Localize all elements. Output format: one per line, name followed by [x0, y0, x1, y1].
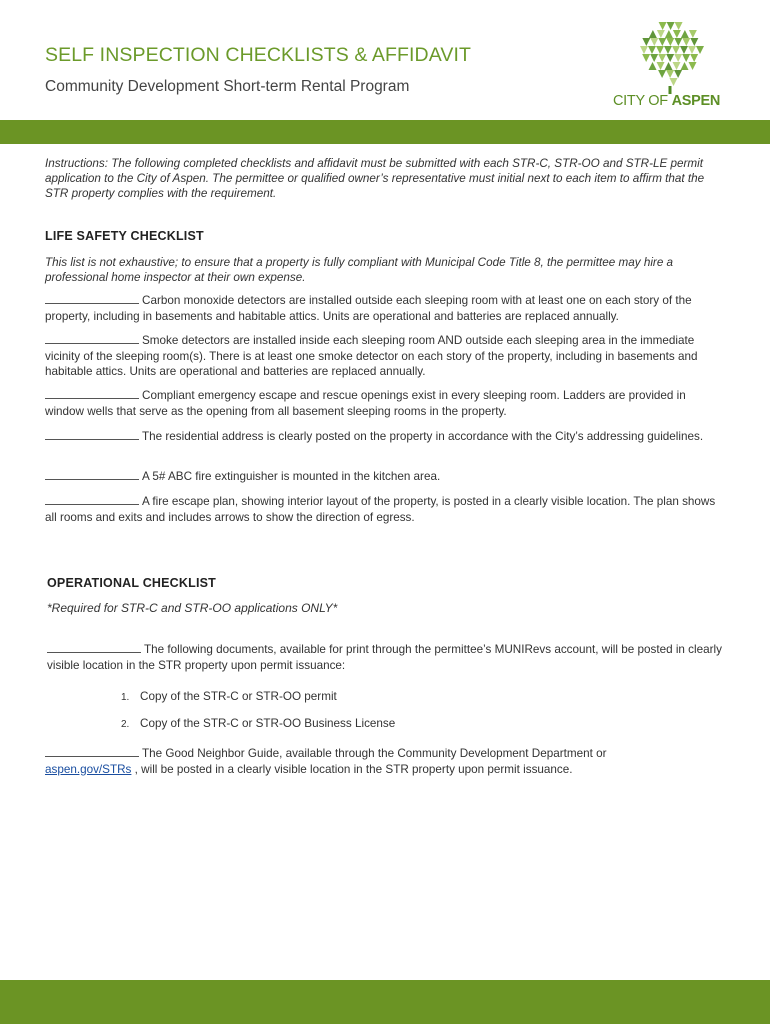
item-text: Smoke detectors are installed inside each sleeping room AND outside each sleeping area in the immediate vicinity of the sleeping room(s). There is at least one smoke detector on each story of the property, including in basements and habitable attics. Units are operational and batteries are replaced annually. — [45, 334, 698, 378]
initial-blank[interactable] — [45, 494, 139, 505]
subitem-text: Copy of the STR-C or STR-OO permit — [140, 690, 337, 703]
page-title: SELF INSPECTION CHECKLISTS & AFFIDAVIT — [45, 44, 472, 66]
operational-item-1 — [47, 642, 727, 673]
life-safety-item-5 — [45, 469, 725, 485]
aspen-str-link[interactable]: aspen.gov/STRs — [45, 762, 132, 776]
operational-subitem-2 — [121, 717, 395, 730]
life-safety-item-1 — [45, 293, 725, 324]
logo-text-aspen: ASPEN — [671, 93, 721, 109]
operational-item-2 — [45, 746, 725, 777]
logo-text — [613, 93, 720, 109]
initial-blank[interactable] — [45, 293, 139, 304]
logo-text-city: CITY OF — [613, 93, 672, 109]
item-text: Compliant emergency escape and rescue openings exist in every sleeping room. Ladders are provided in window wells that serve as the opening from all basement sleeping rooms in the property. — [45, 389, 686, 418]
item-text: A fire escape plan, showing interior layout of the property, is posted in a clearly visible location. The plan shows all rooms and exits and includes arrows to show the direction of egress. — [45, 495, 716, 524]
item-text: The following documents, available for print through the permittee’s MUNIRevs account, will be posted in clearly visible location in the STR property upon permit issuance: — [47, 643, 722, 672]
item-text: The Good Neighbor Guide, available through the Community Development Department or — [142, 747, 607, 760]
operational-subitem-1 — [121, 690, 337, 703]
operational-note: *Required for STR-C and STR-OO applications ONLY* — [47, 601, 338, 615]
subitem-number: 2. — [121, 719, 130, 730]
header-band — [0, 120, 770, 144]
life-safety-note: This list is not exhaustive; to ensure that a property is fully compliant with Municipal Code Title 8, the permittee may hire a professional home inspector at their own expense. — [45, 256, 674, 284]
initial-blank[interactable] — [45, 469, 139, 480]
item-text: A 5# ABC fire extinguisher is mounted in the kitchen area. — [142, 470, 441, 483]
subitem-number: 1. — [121, 692, 130, 703]
item-text-after: , will be posted in a clearly visible location in the STR property upon permit issuance. — [134, 762, 573, 776]
life-safety-heading: LIFE SAFETY CHECKLIST — [45, 229, 204, 243]
life-safety-item-3 — [45, 388, 725, 419]
operational-heading: OPERATIONAL CHECKLIST — [47, 576, 217, 590]
instructions-text: Instructions: The following completed checklists and affidavit must be submitted with each STR-C, STR-OO and STR-LE permit application to the City of Aspen. The permittee or qualified owner’s representative must initial next to each item to affirm that the STR property complies with the requirement. — [45, 157, 705, 200]
initial-blank[interactable] — [47, 642, 141, 653]
initial-blank[interactable] — [45, 388, 139, 399]
initial-blank[interactable] — [45, 429, 139, 440]
life-safety-item-2 — [45, 333, 725, 380]
subitem-text: Copy of the STR-C or STR-OO Business License — [140, 717, 396, 730]
footer-band — [0, 980, 770, 1024]
life-safety-item-4 — [45, 429, 725, 445]
initial-blank[interactable] — [45, 746, 139, 757]
item-text: The residential address is clearly posted on the property in accordance with the City’s addressing guidelines. — [142, 430, 704, 443]
life-safety-item-6 — [45, 494, 725, 525]
initial-blank[interactable] — [45, 333, 139, 344]
page-subtitle: Community Development Short-term Rental Program — [45, 78, 410, 95]
item-text: Carbon monoxide detectors are installed outside each sleeping room with at least one on each story of the property, including in basements and habitable attics. Units are operational and batteries are replaced annually. — [45, 294, 692, 323]
